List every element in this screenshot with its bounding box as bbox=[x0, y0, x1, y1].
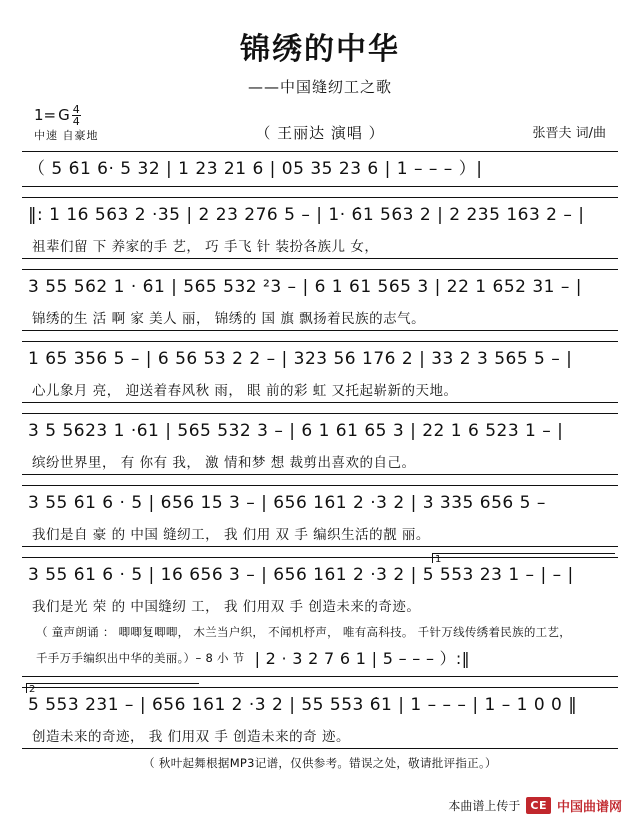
time-signature-denominator: 4 bbox=[72, 115, 80, 129]
lyric-chorus-1: 我们是自 豪 的 中国 缝纫工， 我 们用 双 手 编织生活的靓 丽。 bbox=[32, 527, 430, 543]
notation-line bbox=[22, 414, 618, 448]
notation-line bbox=[22, 270, 618, 304]
system-verse-2a bbox=[22, 341, 618, 403]
narration-line-1: （ 童声朗诵 ： 唧唧复唧唧， 木兰当户织， 不闻机杼声， 唯有高科技。 千针万线传绣着民族的工艺， bbox=[36, 625, 572, 639]
lyric-verse-2a: 心儿象月 亮， 迎送着春风秋 雨， 眼 前的彩 虹 又托起崭新的天地。 bbox=[32, 383, 458, 399]
system-verse-1b bbox=[22, 269, 618, 331]
narration-line-2: 千手万手编织出中华的美丽。）– 8 小 节 bbox=[36, 651, 245, 666]
sheet-music-page bbox=[0, 24, 640, 825]
key-label: 1= bbox=[34, 106, 57, 125]
upload-label: 本曲谱上传于 bbox=[448, 799, 521, 813]
site-name-link[interactable]: 中国曲谱网 bbox=[556, 800, 622, 815]
lyric-verse-2b: 缤纷世界里， 有 你有 我， 激 情和梦 想 裁剪出喜欢的自己。 bbox=[32, 455, 416, 471]
system-chorus-2 bbox=[22, 554, 618, 677]
notation-verse-1a: ‖: 1 16 563 2 ·35 | 2 23 276 5 – | 1· 6̇1 563 2 | 2 235 163 2 – | bbox=[28, 204, 585, 225]
lyric-chorus-2: 我们是光 荣 的 中国缝纫 工， 我 们用双 手 创造未来的奇迹。 bbox=[32, 599, 421, 615]
notation-line bbox=[22, 198, 618, 232]
volta-bracket-2: 2 bbox=[26, 683, 199, 693]
notation-verse-2a: 1 65 356 5 – | 6 56 53 2 2 – | 323 56 176 2 | 33 2 3 565 5 – | bbox=[28, 348, 573, 369]
notation-chorus-2: 3 55 6̇1 6 · 5 | 16 656 3 – | 656 161 2 ·3 2 | 5 553 23 1 – | – | bbox=[28, 564, 574, 585]
header-meta-row bbox=[0, 103, 640, 143]
notation-coda: 5 553 231 – | 656 161 2 ·3 2 | 55 553 6̇1 | 1 – – – | 1 – 1 0 0 ‖ bbox=[28, 694, 578, 715]
composer-credit: 张晋夫 词/曲 bbox=[532, 126, 606, 141]
notation-line bbox=[22, 152, 618, 186]
notation-intro: （ 5 6̇1 6· 5 32 | 1 23 21 6 | 05 35 23 6 | 1 – – – ）| bbox=[28, 158, 483, 179]
notation-verse-1b: 3 55 562 1 · 6̇1 | 565 532 ²3 – | 6 1 61 565 3 | 22 1 652 31 – | bbox=[28, 276, 583, 297]
lyric-verse-1a: 祖辈们留 下 养家的手 艺， 巧 手飞 针 装扮各族儿 女， bbox=[32, 239, 379, 255]
site-logo-icon: CE bbox=[526, 797, 551, 814]
notation-line bbox=[22, 558, 618, 592]
time-signature-numerator: 4 bbox=[72, 103, 80, 117]
lyric-coda: 创造未来的奇迹， 我 们用双 手 创造未来的奇 迹。 bbox=[32, 729, 350, 746]
key-signature-block bbox=[34, 104, 184, 143]
notation-line bbox=[22, 486, 618, 520]
notation-line bbox=[22, 688, 618, 722]
system-coda bbox=[22, 684, 618, 749]
singer-credit: （ 王丽达 演唱 ） bbox=[255, 124, 385, 142]
page-subtitle: ——中国缝纫工之歌 bbox=[247, 78, 392, 96]
page-title: 锦绣的中华 bbox=[240, 32, 400, 67]
volta-bracket-1: 1 bbox=[432, 553, 615, 563]
notation-narration: | 2 · 3 2 7 6 1 | 5 – – – ）:‖ bbox=[254, 648, 470, 668]
notation-chorus-1: 3 55 6̇1 6 · 5 | 656 15 3 – | 656 161 2 ·3 2 | 3 335 656 5 – bbox=[28, 492, 546, 513]
system-verse-1a bbox=[22, 197, 618, 259]
transcription-note: （ 秋叶起舞根据MP3记谱，仅供参考。错误之处，敬请批评指正。） bbox=[143, 756, 497, 771]
system-chorus-1 bbox=[22, 485, 618, 547]
notation-verse-2b: 3 5 5623 1 ·61 | 565 532 3 – | 6 1 61 65 3 | 22 1 6 523 1 – | bbox=[28, 420, 564, 441]
notation-line bbox=[22, 342, 618, 376]
tempo-marking: 中速 自豪地 bbox=[34, 129, 99, 143]
key-name: G bbox=[58, 106, 70, 125]
site-footer bbox=[448, 796, 622, 815]
narration-block bbox=[22, 618, 618, 676]
system-verse-2b bbox=[22, 413, 618, 475]
time-signature bbox=[72, 104, 81, 127]
lyric-verse-1b: 锦绣的生 活 啊 家 美人 丽， 锦绣的 国 旗 飘扬着民族的志气。 bbox=[32, 311, 426, 327]
system-intro bbox=[22, 151, 618, 187]
